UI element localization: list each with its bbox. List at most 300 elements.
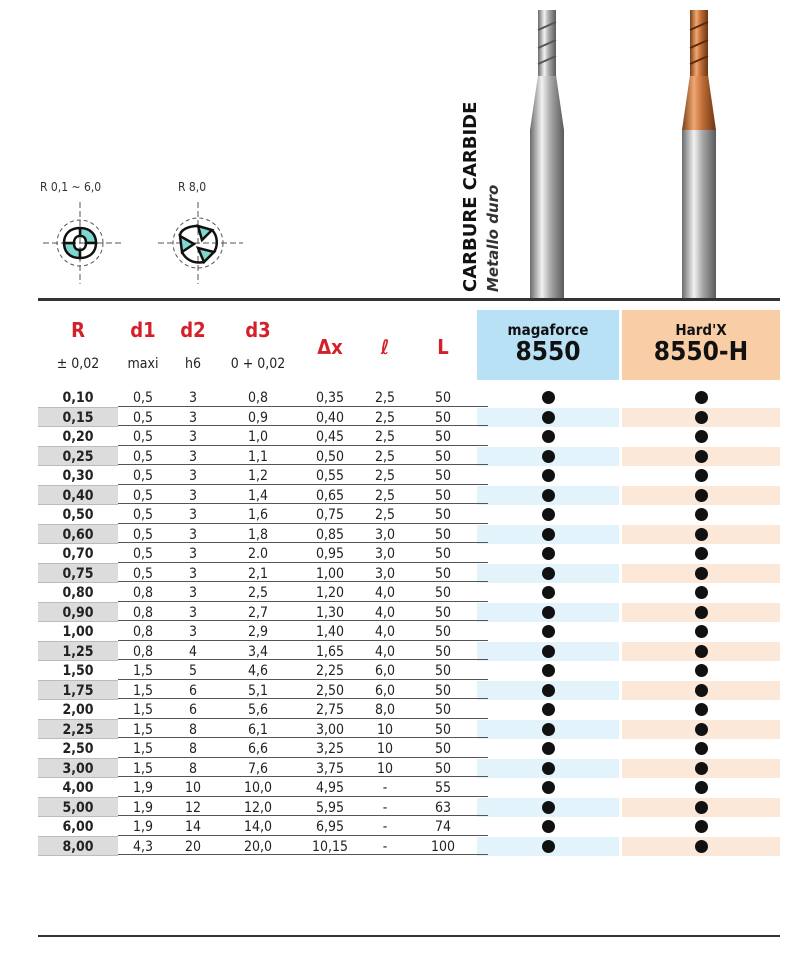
- table-row: [38, 798, 780, 818]
- header-d2-sub: h6: [185, 356, 201, 372]
- availability-magaforce: [477, 388, 619, 408]
- availability-dot-icon: [695, 840, 708, 853]
- availability-dot-icon: [695, 820, 708, 833]
- cell-d3: 1,2: [247, 468, 269, 484]
- cell-length: 50: [434, 409, 452, 426]
- row-divider: [118, 659, 488, 660]
- brand-code: 8550: [515, 337, 581, 367]
- cell-radius: 0,10: [62, 390, 94, 406]
- header-R-tolerance: ± 0,02: [56, 356, 100, 372]
- flute-label-3: R 8,0: [178, 180, 207, 194]
- cell-radius: 0,25: [38, 447, 118, 467]
- coated-tool-icon: [672, 0, 732, 300]
- availability-dot-icon: [542, 840, 555, 853]
- brand-name: magaforce: [507, 321, 589, 339]
- table-row: [38, 778, 780, 798]
- cell-d1: 1,9: [132, 780, 154, 796]
- material-label: [450, 80, 510, 295]
- table-row: [38, 759, 780, 779]
- cell-d2: 8: [188, 741, 197, 757]
- cell-d2: 3: [188, 487, 197, 504]
- availability-dot-icon: [695, 664, 708, 677]
- availability-dot-icon: [542, 411, 555, 424]
- cell-d1: 0,5: [132, 390, 154, 406]
- cell-d1: 0,5: [132, 565, 154, 582]
- availability-dot-icon: [695, 723, 708, 736]
- cell-radius: 2,50: [62, 741, 94, 757]
- availability-hardx: [622, 427, 780, 447]
- cell-d1: 0,8: [132, 604, 154, 621]
- cell-d2: 10: [184, 780, 202, 796]
- cell-length: 50: [434, 702, 452, 718]
- header-R: R: [71, 318, 85, 342]
- cell-d1: 0,5: [132, 487, 154, 504]
- cell-radius: 0,20: [62, 429, 94, 445]
- availability-magaforce: [477, 720, 619, 740]
- cell-delta-x: 0,75: [315, 507, 345, 523]
- cell-delta-x: 1,40: [315, 624, 345, 640]
- cell-radius: 5,00: [38, 798, 118, 818]
- cell-l: 2,5: [374, 448, 396, 465]
- table-row: [38, 739, 780, 759]
- availability-dot-icon: [542, 586, 555, 599]
- availability-dot-icon: [542, 664, 555, 677]
- cell-l: -: [382, 819, 388, 835]
- table-bottom-rule: [38, 935, 780, 937]
- availability-magaforce: [477, 700, 619, 720]
- row-divider: [118, 640, 488, 641]
- cell-radius: 2,00: [62, 702, 94, 718]
- cell-radius: 1,25: [38, 642, 118, 662]
- cell-length: 100: [430, 838, 456, 855]
- cell-l: 4,0: [374, 624, 396, 640]
- cell-d3: 4,6: [247, 663, 269, 679]
- availability-dot-icon: [542, 684, 555, 697]
- brand-code: 8550-H: [653, 337, 749, 367]
- availability-dot-icon: [542, 820, 555, 833]
- cell-delta-x: 0,35: [315, 390, 345, 406]
- brand-hardx-header: [622, 310, 780, 380]
- header-L: L: [437, 335, 449, 359]
- cell-radius: 0,70: [62, 546, 94, 562]
- cell-l: 10: [376, 741, 394, 757]
- table-row: [38, 837, 780, 857]
- availability-hardx: [622, 486, 780, 506]
- table-row: [38, 583, 780, 603]
- cell-delta-x: 10,15: [311, 838, 349, 855]
- cell-d2: 3: [188, 526, 197, 543]
- cell-d3: 2,1: [247, 565, 269, 582]
- row-divider: [118, 854, 488, 855]
- cell-d2: 3: [188, 624, 197, 640]
- cell-l: 6,0: [374, 682, 396, 699]
- cell-radius: 0,90: [38, 603, 118, 623]
- cell-d1: 0,5: [132, 468, 154, 484]
- cell-length: 50: [434, 760, 452, 777]
- availability-magaforce: [477, 466, 619, 486]
- row-divider: [118, 815, 488, 816]
- cell-l: 3,0: [374, 526, 396, 543]
- availability-dot-icon: [695, 781, 708, 794]
- cell-l: 4,0: [374, 643, 396, 660]
- availability-hardx: [622, 447, 780, 467]
- row-divider: [118, 679, 488, 680]
- cell-length: 50: [434, 546, 452, 562]
- availability-hardx: [622, 505, 780, 525]
- row-divider: [118, 523, 488, 524]
- cell-d1: 0,5: [132, 409, 154, 426]
- availability-magaforce: [477, 505, 619, 525]
- availability-dot-icon: [695, 567, 708, 580]
- availability-dot-icon: [542, 430, 555, 443]
- cell-l: 4,0: [374, 585, 396, 601]
- cell-radius: 0,15: [38, 408, 118, 428]
- cell-d3: 2,9: [247, 624, 269, 640]
- table-row: [38, 564, 780, 584]
- availability-dot-icon: [542, 703, 555, 716]
- cell-radius: 1,75: [38, 681, 118, 701]
- cell-d1: 0,5: [132, 429, 154, 445]
- row-divider: [118, 776, 488, 777]
- cell-d2: 6: [188, 702, 197, 718]
- row-divider: [118, 542, 488, 543]
- cell-d3: 7,6: [247, 760, 269, 777]
- cell-d3: 1,1: [247, 448, 269, 465]
- availability-hardx: [622, 642, 780, 662]
- availability-magaforce: [477, 427, 619, 447]
- availability-dot-icon: [542, 625, 555, 638]
- availability-hardx: [622, 700, 780, 720]
- cell-length: 50: [434, 448, 452, 465]
- availability-dot-icon: [542, 547, 555, 560]
- table-row: [38, 661, 780, 681]
- cell-d1: 1,5: [132, 721, 154, 738]
- cell-d3: 6,6: [247, 741, 269, 757]
- availability-dot-icon: [542, 606, 555, 619]
- cell-l: 10: [376, 721, 394, 738]
- cell-d1: 0,8: [132, 624, 154, 640]
- cell-d3: 1,4: [247, 487, 269, 504]
- table-row: [38, 447, 780, 467]
- availability-magaforce: [477, 817, 619, 837]
- cell-length: 50: [434, 390, 452, 406]
- cell-delta-x: 3,00: [315, 721, 345, 738]
- availability-magaforce: [477, 486, 619, 506]
- row-divider: [118, 698, 488, 699]
- availability-dot-icon: [542, 781, 555, 794]
- cell-delta-x: 2,75: [315, 702, 345, 718]
- availability-dot-icon: [542, 528, 555, 541]
- cell-d2: 8: [188, 760, 197, 777]
- two-flute-section-icon: [38, 200, 128, 290]
- cell-radius: 6,00: [62, 819, 94, 835]
- availability-hardx: [622, 661, 780, 681]
- row-divider: [118, 425, 488, 426]
- availability-dot-icon: [542, 567, 555, 580]
- row-divider: [118, 484, 488, 485]
- table-row: [38, 525, 780, 545]
- table-row: [38, 700, 780, 720]
- availability-dot-icon: [695, 762, 708, 775]
- availability-hardx: [622, 739, 780, 759]
- cell-d3: 3,4: [247, 643, 269, 660]
- cell-d1: 1,9: [132, 799, 154, 816]
- cell-d2: 6: [188, 682, 197, 699]
- availability-hardx: [622, 388, 780, 408]
- cell-d3: 1,6: [247, 507, 269, 523]
- cell-length: 55: [434, 780, 452, 796]
- availability-hardx: [622, 408, 780, 428]
- cell-d1: 1,5: [132, 663, 154, 679]
- availability-dot-icon: [542, 391, 555, 404]
- cell-delta-x: 0,40: [315, 409, 345, 426]
- row-divider: [118, 406, 488, 407]
- cell-d1: 1,5: [132, 682, 154, 699]
- table-row: [38, 681, 780, 701]
- availability-dot-icon: [542, 645, 555, 658]
- availability-dot-icon: [542, 489, 555, 502]
- cell-radius: 0,75: [38, 564, 118, 584]
- row-divider: [118, 503, 488, 504]
- material-subtitle: Metallo duro: [484, 184, 502, 292]
- cell-d2: 20: [184, 838, 202, 855]
- availability-dot-icon: [542, 508, 555, 521]
- cell-d2: 3: [188, 390, 197, 406]
- cell-l: 2,5: [374, 468, 396, 484]
- cell-radius: 0,30: [62, 468, 94, 484]
- cell-d2: 3: [188, 409, 197, 426]
- availability-magaforce: [477, 447, 619, 467]
- row-divider: [118, 796, 488, 797]
- cell-l: 10: [376, 760, 394, 777]
- cell-length: 50: [434, 721, 452, 738]
- cell-d3: 6,1: [247, 721, 269, 738]
- cell-d3: 2,5: [247, 585, 269, 601]
- cell-length: 50: [434, 468, 452, 484]
- row-divider: [118, 718, 488, 719]
- table-row: [38, 622, 780, 642]
- availability-dot-icon: [695, 391, 708, 404]
- cell-d3: 0,8: [247, 390, 269, 406]
- cell-delta-x: 6,95: [315, 819, 345, 835]
- cell-d3: 5,6: [247, 702, 269, 718]
- cell-d3: 10,0: [243, 780, 273, 796]
- table-row: [38, 486, 780, 506]
- availability-magaforce: [477, 408, 619, 428]
- cell-l: 2,5: [374, 409, 396, 426]
- cell-length: 50: [434, 682, 452, 699]
- cell-radius: 2,25: [38, 720, 118, 740]
- cell-d3: 12,0: [243, 799, 273, 816]
- availability-dot-icon: [542, 742, 555, 755]
- header-delta-x: Δx: [317, 335, 343, 359]
- availability-hardx: [622, 525, 780, 545]
- cell-length: 50: [434, 429, 452, 445]
- cell-l: 4,0: [374, 604, 396, 621]
- table-row: [38, 408, 780, 428]
- cell-d3: 2,7: [247, 604, 269, 621]
- availability-hardx: [622, 603, 780, 623]
- availability-hardx: [622, 466, 780, 486]
- availability-dot-icon: [695, 606, 708, 619]
- table-row: [38, 720, 780, 740]
- availability-hardx: [622, 778, 780, 798]
- cell-radius: 4,00: [62, 780, 94, 796]
- cell-d3: 0,9: [247, 409, 269, 426]
- table-row: [38, 466, 780, 486]
- availability-dot-icon: [695, 645, 708, 658]
- cell-radius: 1,00: [62, 624, 94, 640]
- availability-dot-icon: [695, 684, 708, 697]
- availability-magaforce: [477, 642, 619, 662]
- cell-d1: 1,5: [132, 760, 154, 777]
- cell-length: 50: [434, 487, 452, 504]
- availability-magaforce: [477, 564, 619, 584]
- availability-dot-icon: [695, 703, 708, 716]
- availability-dot-icon: [542, 469, 555, 482]
- brand-name: Hard'X: [675, 321, 727, 339]
- header-l-small: ℓ: [380, 335, 390, 359]
- cell-d1: 0,5: [132, 448, 154, 465]
- cell-d1: 0,8: [132, 643, 154, 660]
- cell-l: 3,0: [374, 546, 396, 562]
- cell-radius: 0,50: [62, 507, 94, 523]
- availability-dot-icon: [695, 411, 708, 424]
- cell-delta-x: 0,95: [315, 546, 345, 562]
- cell-l: 8,0: [374, 702, 396, 718]
- header-d3: d3: [245, 318, 271, 342]
- cell-length: 50: [434, 604, 452, 621]
- availability-dot-icon: [695, 430, 708, 443]
- availability-dot-icon: [542, 723, 555, 736]
- cell-d1: 4,3: [132, 838, 154, 855]
- table-row: [38, 603, 780, 623]
- cell-length: 50: [434, 526, 452, 543]
- availability-hardx: [622, 837, 780, 857]
- availability-dot-icon: [542, 762, 555, 775]
- cell-d1: 1,9: [132, 819, 154, 835]
- header-d1: d1: [130, 318, 156, 342]
- availability-hardx: [622, 583, 780, 603]
- row-divider: [118, 445, 488, 446]
- cell-delta-x: 0,85: [315, 526, 345, 543]
- cell-length: 74: [434, 819, 452, 835]
- uncoated-tool-icon: [520, 0, 580, 300]
- availability-dot-icon: [695, 547, 708, 560]
- cell-radius: 0,60: [38, 525, 118, 545]
- cell-length: 50: [434, 585, 452, 601]
- cell-d1: 0,5: [132, 546, 154, 562]
- cell-delta-x: 5,95: [315, 799, 345, 816]
- availability-hardx: [622, 564, 780, 584]
- cell-length: 50: [434, 624, 452, 640]
- cell-d3: 20,0: [243, 838, 273, 855]
- cell-d2: 3: [188, 448, 197, 465]
- cell-delta-x: 2,50: [315, 682, 345, 699]
- cell-d2: 3: [188, 507, 197, 523]
- cell-l: 2,5: [374, 390, 396, 406]
- row-divider: [118, 835, 488, 836]
- cell-d2: 14: [184, 819, 202, 835]
- availability-magaforce: [477, 544, 619, 564]
- availability-magaforce: [477, 622, 619, 642]
- cell-delta-x: 2,25: [315, 663, 345, 679]
- header-top-rule: [38, 298, 780, 301]
- cell-d3: 1,0: [247, 429, 269, 445]
- availability-dot-icon: [695, 489, 708, 502]
- availability-dot-icon: [695, 508, 708, 521]
- cell-d2: 3: [188, 565, 197, 582]
- cell-radius: 0,80: [62, 585, 94, 601]
- row-divider: [118, 581, 488, 582]
- header-d1-sub: maxi: [127, 356, 159, 372]
- cell-d2: 3: [188, 585, 197, 601]
- table-row: [38, 642, 780, 662]
- cell-delta-x: 0,55: [315, 468, 345, 484]
- row-divider: [38, 855, 118, 856]
- cell-radius: 1,50: [62, 663, 94, 679]
- cell-d1: 0,5: [132, 526, 154, 543]
- cell-l: 2,5: [374, 487, 396, 504]
- cell-d3: 2.0: [247, 546, 269, 562]
- availability-dot-icon: [542, 801, 555, 814]
- availability-magaforce: [477, 778, 619, 798]
- row-divider: [118, 562, 488, 563]
- cell-d3: 1,8: [247, 526, 269, 543]
- availability-dot-icon: [695, 742, 708, 755]
- cell-delta-x: 0,45: [315, 429, 345, 445]
- cell-delta-x: 1,20: [315, 585, 345, 601]
- cell-d2: 4: [188, 643, 197, 660]
- availability-hardx: [622, 817, 780, 837]
- cell-d1: 0,8: [132, 585, 154, 601]
- cell-length: 50: [434, 643, 452, 660]
- cell-d2: 12: [184, 799, 202, 816]
- cell-radius: 3,00: [38, 759, 118, 779]
- table-row: [38, 817, 780, 837]
- cell-d2: 3: [188, 468, 197, 484]
- cell-d3: 14,0: [243, 819, 273, 835]
- cell-l: -: [382, 838, 388, 855]
- availability-dot-icon: [695, 528, 708, 541]
- flute-label-2: R 0,1 ~ 6,0: [40, 180, 102, 194]
- cell-d2: 3: [188, 604, 197, 621]
- availability-magaforce: [477, 798, 619, 818]
- cell-length: 50: [434, 507, 452, 523]
- availability-magaforce: [477, 603, 619, 623]
- availability-dot-icon: [695, 450, 708, 463]
- availability-magaforce: [477, 525, 619, 545]
- cell-l: 2,5: [374, 507, 396, 523]
- cell-delta-x: 0,65: [315, 487, 345, 504]
- cell-length: 50: [434, 663, 452, 679]
- header-d3-sub: 0 + 0,02: [230, 356, 286, 372]
- availability-magaforce: [477, 837, 619, 857]
- material-title: CARBURE CARBIDE: [460, 101, 481, 292]
- availability-dot-icon: [542, 450, 555, 463]
- row-divider: [118, 737, 488, 738]
- cell-d1: 1,5: [132, 741, 154, 757]
- cell-l: 3,0: [374, 565, 396, 582]
- availability-hardx: [622, 720, 780, 740]
- cell-delta-x: 4,95: [315, 780, 345, 796]
- availability-magaforce: [477, 759, 619, 779]
- cell-d3: 5,1: [247, 682, 269, 699]
- availability-dot-icon: [695, 625, 708, 638]
- table-row: [38, 544, 780, 564]
- row-divider: [118, 620, 488, 621]
- cell-delta-x: 1,30: [315, 604, 345, 621]
